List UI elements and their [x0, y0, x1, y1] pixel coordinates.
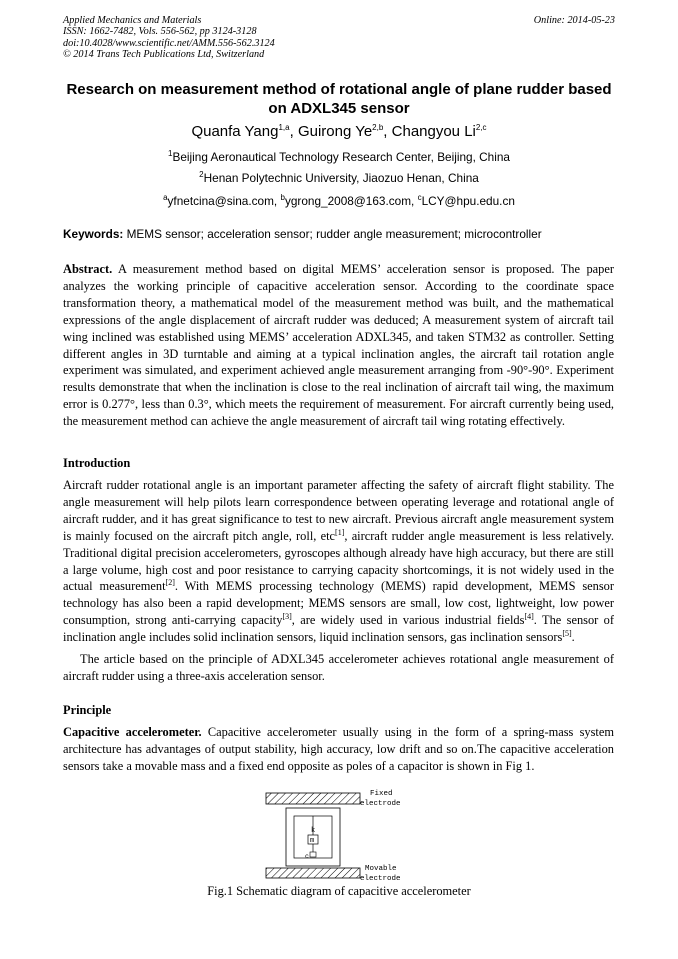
journal-name: Applied Mechanics and Materials: [63, 15, 202, 26]
intro-text-5: . The sensor of inclination angle includes solid inclination sensors, liquid inclination sensors, gas inclination sensors: [63, 613, 614, 645]
citation-2[interactable]: [2]: [165, 578, 175, 588]
author-3-sup: 2,c: [475, 123, 487, 132]
email-c: LCY@hpu.edu.cn: [421, 194, 515, 208]
fixed-electrode-label-1: Fixed: [370, 790, 393, 798]
abstract-text: A measurement method based on digital MEMS’ acceleration sensor is proposed. The paper analyzes the working principle of capacitive acceleration sensor. According to the coordinate space transformation theory, a mathematical model of the measurement method was built, and the mathematical expressions of the angle displacement of aircraft rudder was deduced; A measurement system of aircraft tail wing inclined was established using MEMS’ acceleration ADXL345, and taken STM32 as controller. Setting different angles in 3D turntable and aiming at a typical inclination angles, the aircraft tail rotation angle experiment was simulated, and experiment achieved angle measurement arranging from -90°-90°. Experiment results demonstrate that when the inclination is close to the real inclination of aircraft tail wing, the maximum error is 0.277°, less than 0.3°, which meets the requirement of measurement. For aircraft currently being used, the measurement method can achieve the angle measurement of aircraft tail wing rotating effectively.: [63, 262, 614, 429]
affiliation-1: [40, 150, 638, 164]
author-3: Changyou Li: [391, 123, 476, 140]
fixed-electrode-label-2: electrode: [360, 800, 401, 808]
movable-electrode-plate: [266, 868, 360, 878]
abstract-label: Abstract.: [63, 262, 113, 276]
email-b-sup: b: [280, 193, 285, 203]
affiliation-2: [40, 171, 638, 185]
mass-label: m: [310, 837, 315, 845]
principle-heading: Principle: [63, 703, 112, 717]
author-2-sup: 2,b: [372, 123, 384, 132]
fixed-electrode-plate: [266, 793, 360, 804]
spring-label: k: [311, 827, 316, 835]
figure-caption: Fig.1 Schematic diagram of capacitive accelerometer: [207, 884, 471, 898]
intro-text-1: Aircraft rudder rotational angle is an important parameter affecting the safety of aircraft flight stability. The angle measurement will help pilots learn correspondence between operating leverage and rotational angle of aircraft rudder, and it has great significance to test to new aircraft. Previous aircraft angle measurement system is mainly focused on the aircraft pitch angle, roll, etc: [63, 478, 614, 543]
movable-electrode-label-2: electrode: [360, 875, 401, 883]
intro-text-3: . With MEMS processing technology (MEMS) rapid development, MEMS sensor technology has also been a rapid development; MEMS sensors are small, low cost, lightweight, low power consumption, strong anti-carrying capacity: [63, 579, 615, 628]
intro-text-6: .: [571, 630, 575, 645]
affiliation-1-num: 1: [168, 149, 173, 159]
introduction-paragraph-2: The article based on the principle of ADXL345 accelerometer achieves rotational angle measurement of aircraft rudder using a three-axis acceleration sensor.: [63, 652, 614, 683]
journal-header: [63, 15, 275, 60]
email-line: [40, 194, 638, 208]
citation-4[interactable]: [4]: [524, 612, 534, 622]
keywords-label: Keywords:: [63, 227, 124, 241]
online-date: Online: 2014-05-23: [533, 15, 615, 26]
paper-title: Research on measurement method of rotational angle of plane rudder based on ADXL345 sensor: [66, 81, 612, 117]
damper: [310, 852, 316, 857]
affiliation-1-text: Beijing Aeronautical Technology Research Center, Beijing, China: [172, 150, 510, 164]
intro-text-4: , are widely used in various industrial fields: [291, 613, 525, 628]
principle-text: Capacitive accelerometer usually using in the form of a spring-mass system architecture has advantages of output stability, high accuracy, low drift and so on.The capacitive acceleration sensors take a movable mass and a fixed end opposite as poles of a capacitor is shown in Fig 1.: [63, 725, 614, 773]
principle-subheading: Capacitive accelerometer.: [63, 725, 202, 739]
author-2: Guirong Ye: [297, 123, 373, 140]
doi-line: doi:10.4028/www.scientific.net/AMM.556-562.3124: [63, 37, 275, 49]
email-a: yfnetcina@sina.com,: [167, 194, 281, 208]
keywords-text: MEMS sensor; acceleration sensor; rudder angle measurement; microcontroller: [123, 227, 542, 241]
damper-label: c: [305, 853, 309, 860]
intro-text-2: , aircraft rudder angle measurement is less relatively. Traditional digital precision accelerometers, gyroscopes although already have high accuracy, but there are still a large volume, high cost and poor resistance to carrying capacity shortcomings, it is not widely used in the actual measurement: [63, 528, 614, 594]
copyright-line: © 2014 Trans Tech Publications Ltd, Switzerland: [63, 48, 265, 60]
affiliation-2-num: 2: [199, 170, 204, 180]
email-a-sup: a: [163, 193, 168, 203]
email-c-sup: c: [417, 193, 422, 203]
principle-paragraph: [63, 724, 614, 775]
accelerometer-diagram: [262, 788, 422, 884]
author-1: Quanfa Yang: [191, 123, 279, 140]
affiliation-2-text: Henan Polytechnic University, Jiaozuo Henan, China: [203, 171, 479, 185]
citation-3[interactable]: [3]: [282, 612, 292, 622]
author-list: Quanfa Yang$^{1,a}$, Guirong Ye$^{2,b}$, Changyou Li$^{2,c}$: [191, 123, 487, 140]
citation-5[interactable]: [5]: [562, 629, 572, 639]
movable-electrode-label-1: Movable: [365, 865, 397, 873]
author-1-sup: 1,a: [278, 123, 290, 132]
keywords: [63, 227, 542, 241]
citation-1[interactable]: [1]: [335, 527, 345, 537]
introduction-heading: Introduction: [63, 456, 131, 470]
email-b: ygrong_2008@163.com,: [284, 194, 418, 208]
introduction-paragraph-1: [63, 477, 614, 646]
issn-line: ISSN: 1662-7482, Vols. 556-562, pp 3124-3128: [63, 26, 257, 38]
abstract: [63, 261, 614, 430]
